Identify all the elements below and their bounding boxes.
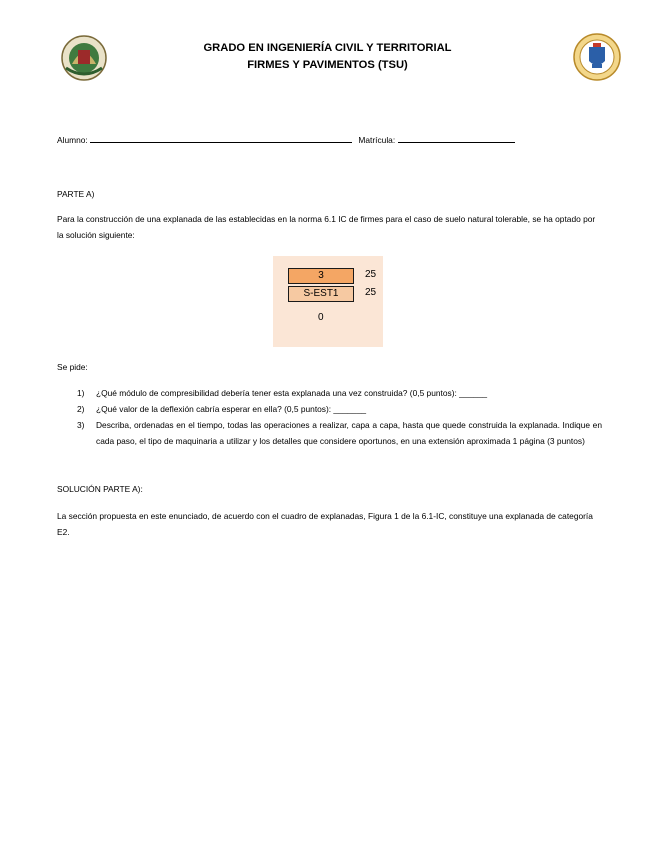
university-crest-logo bbox=[573, 33, 621, 81]
question-text: ¿Qué módulo de compresibilidad debería tener esta explanada una vez construida? (0,5 puntos): ______ bbox=[96, 388, 488, 398]
questions-list bbox=[57, 385, 602, 449]
part-a-heading: PARTE A) bbox=[57, 189, 95, 199]
layer-2-label: S-EST1 bbox=[303, 288, 339, 299]
layer-1-label: 3 bbox=[318, 270, 324, 281]
solution-text: La sección propuesta en este enunciado, de acuerdo con el cuadro de explanadas, Figura 1 de la 6.1-IC, constituye una explanada de categoría E2. bbox=[57, 511, 593, 537]
alumno-label: Alumno: bbox=[57, 135, 88, 145]
question-number: 2) bbox=[77, 404, 85, 414]
part-a-intro: Para la construcción de una explanada de las establecidas en la norma 6.1 IC de firmes para el caso de suelo natural tolerable, se ha optado por la solución siguiente: bbox=[57, 214, 596, 240]
question-text: ¿Qué valor de la deflexión cabría esperar en ella? (0,5 puntos): _______ bbox=[96, 404, 367, 414]
layer-1-box bbox=[288, 268, 354, 284]
layer-2-thickness: 25 bbox=[365, 287, 377, 298]
matricula-label: Matrícula: bbox=[358, 135, 396, 145]
solution-heading: SOLUCIÓN PARTE A): bbox=[57, 484, 143, 494]
course-title: FIRMES Y PAVIMENTOS (TSU) bbox=[247, 59, 408, 71]
question-item bbox=[57, 417, 602, 449]
se-pide-label: Se pide: bbox=[57, 362, 88, 372]
question-item bbox=[57, 401, 602, 417]
question-number: 3) bbox=[77, 420, 85, 430]
question-number: 1) bbox=[77, 388, 85, 398]
subgrade-label: 0 bbox=[318, 312, 324, 323]
matricula-field[interactable] bbox=[398, 133, 515, 143]
alumno-field[interactable] bbox=[90, 133, 352, 143]
document-title: GRADO EN INGENIERÍA CIVIL Y TERRITORIAL bbox=[203, 42, 452, 54]
layer-2-box bbox=[288, 286, 354, 302]
question-text: Describa, ordenadas en el tiempo, todas las operaciones a realizar, capa a capa, hasta que quede construida la explanada. Indique en cada paso, el tipo de maquinaria a utilizar y los detalles que considere oportunos, en una extensión aproximada 1 página (3 puntos) bbox=[96, 420, 602, 446]
layer-1-thickness: 25 bbox=[365, 269, 377, 280]
explanada-section-figure bbox=[273, 256, 383, 347]
question-item bbox=[57, 385, 602, 401]
student-info-line bbox=[57, 133, 602, 145]
